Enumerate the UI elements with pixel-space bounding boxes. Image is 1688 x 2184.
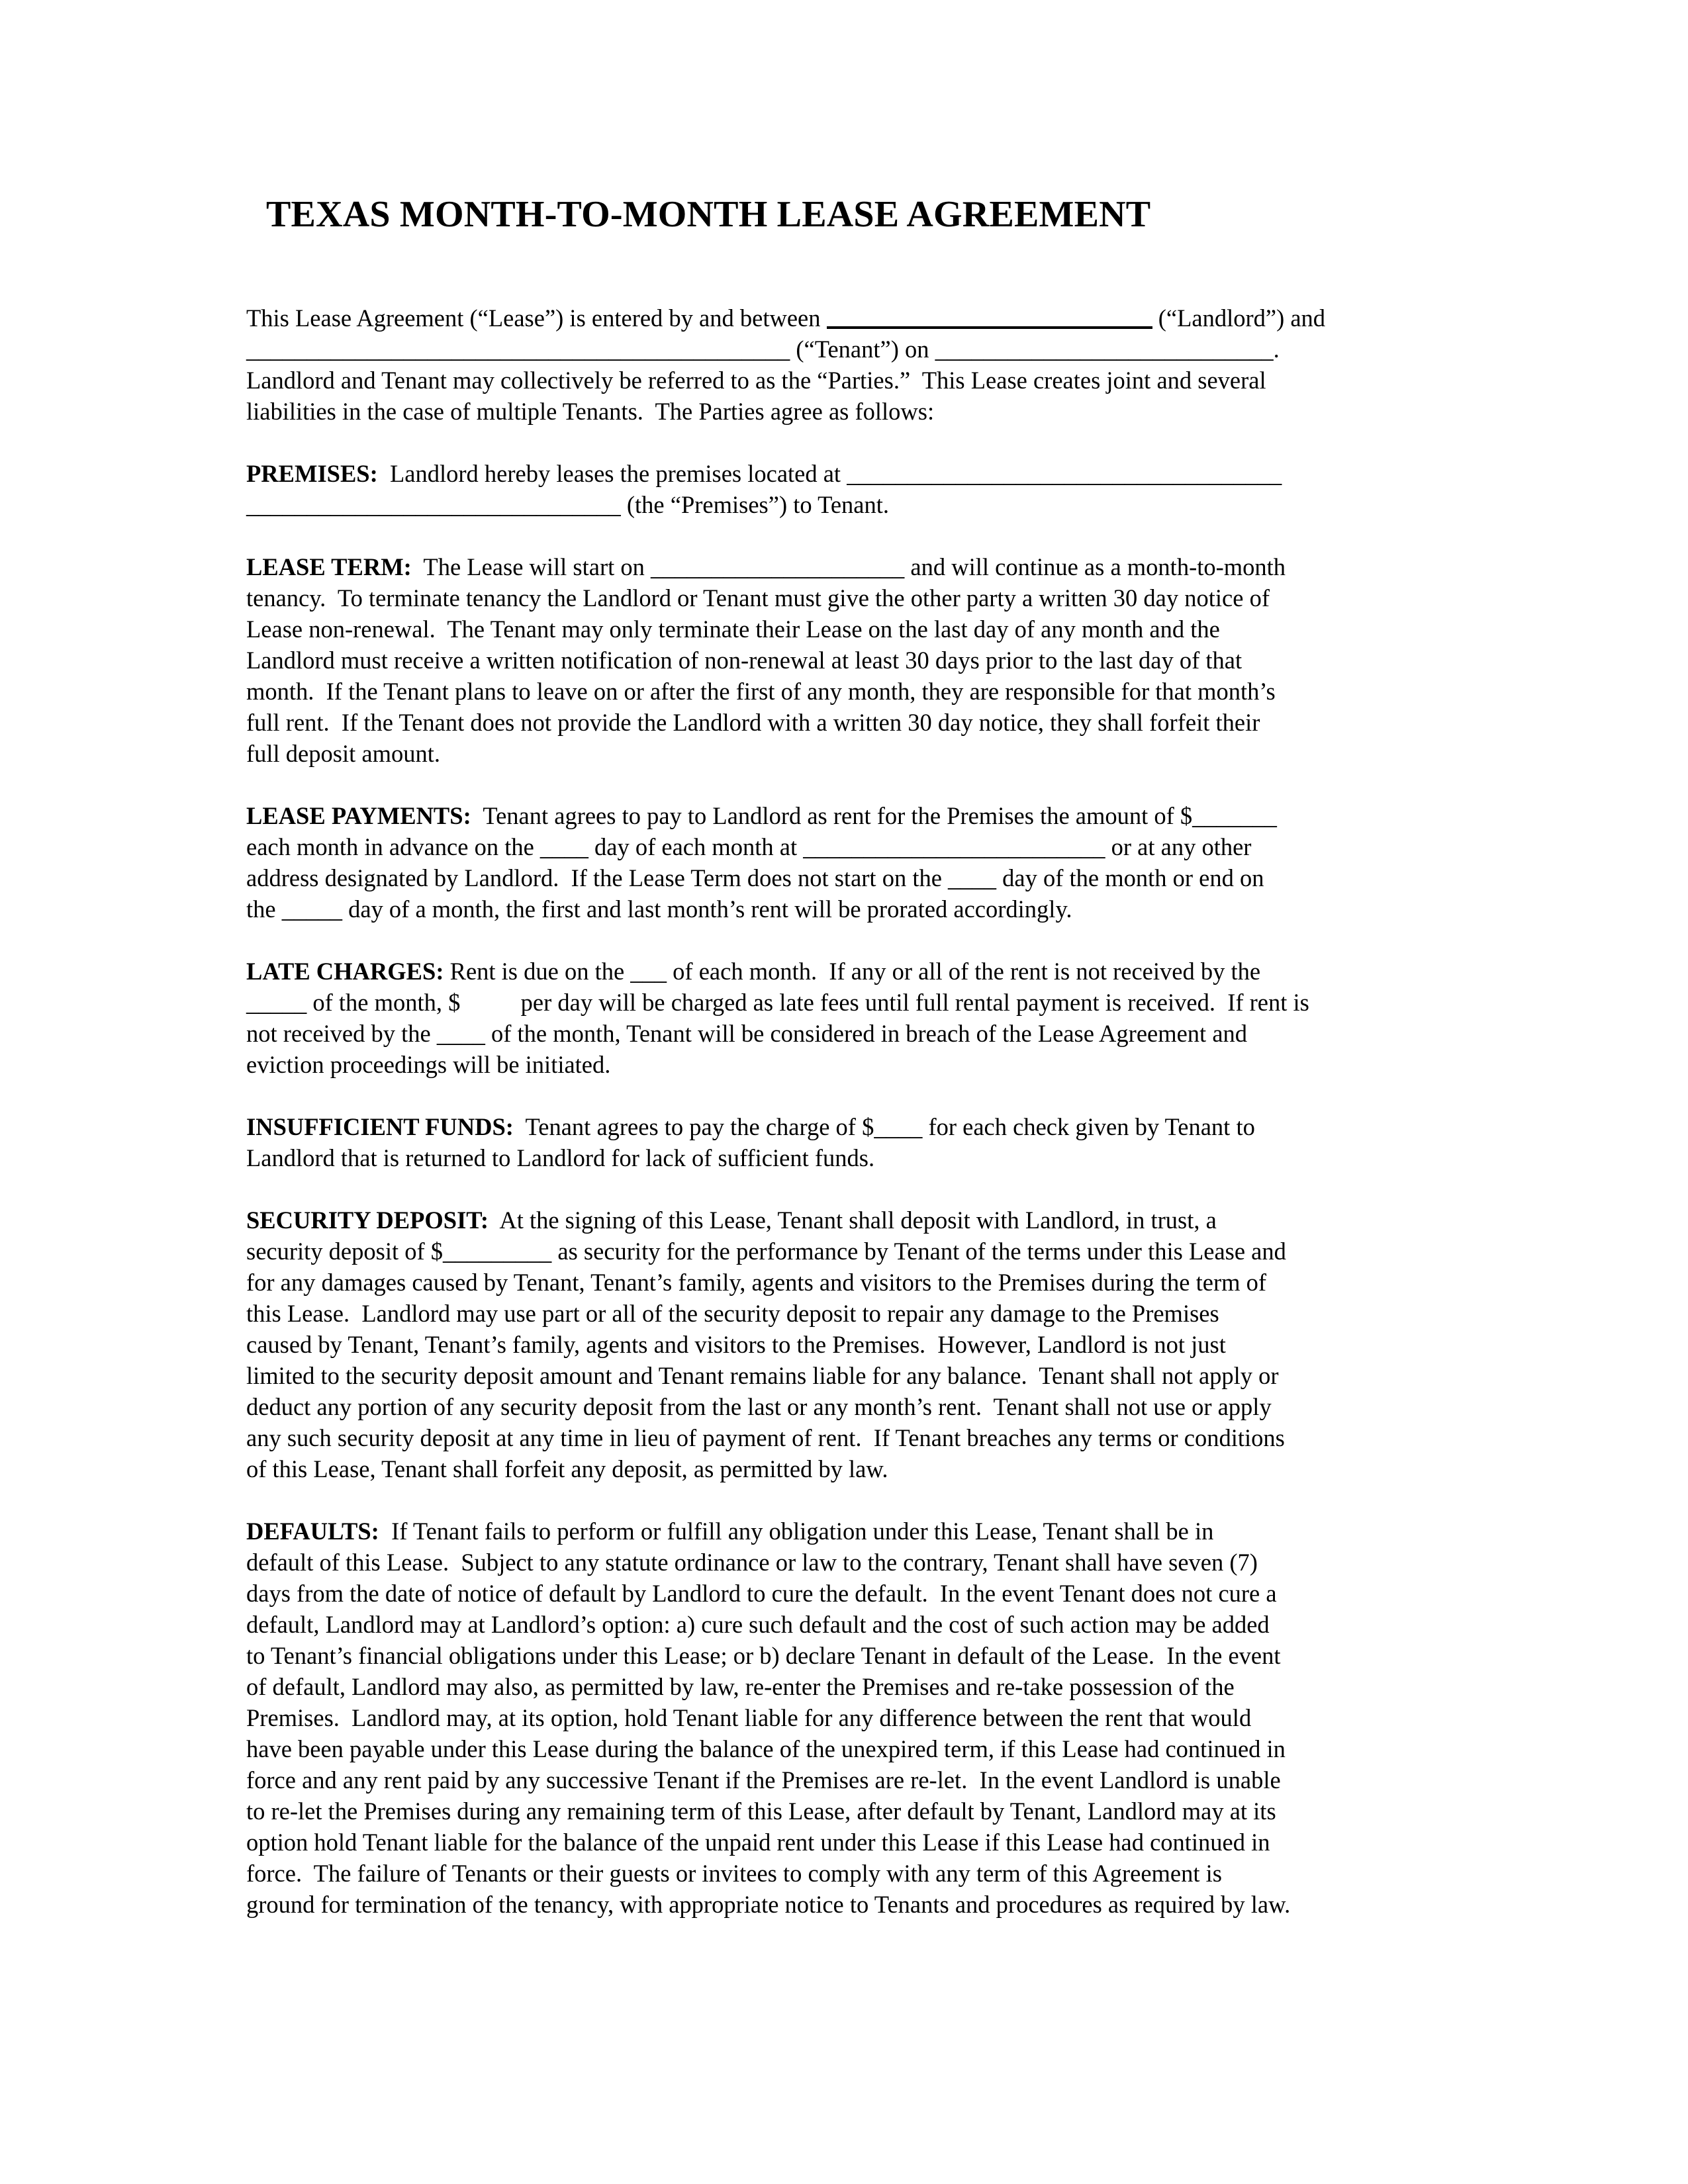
lease-term-heading: LEASE TERM: [246, 553, 412, 580]
insufficient-funds-line-2: Landlord that is returned to Landlord for lack of sufficient funds. [246, 1144, 875, 1171]
defaults-line-9: force and any rent paid by any successive Tenant if the Premises are re-let. In the event Landlord is unable [246, 1766, 1281, 1794]
lease-term-line-1 [246, 551, 1286, 582]
defaults-line-8: have been payable under this Lease during the balance of the unexpired term, if this Lease had continued in [246, 1735, 1286, 1762]
security-deposit-line-5: caused by Tenant, Tenant’s family, agents and visitors to the Premises. However, Landlord is not just [246, 1331, 1226, 1358]
defaults-line-2: default of this Lease. Subject to any statute ordinance or law to the contrary, Tenant shall have seven (7) [246, 1549, 1258, 1576]
security-deposit-line-7: deduct any portion of any security deposit from the last or any month’s rent. Tenant shall not use or apply [246, 1393, 1272, 1420]
lease-payments-line-2: each month in advance on the ____ day of each month at _________________________ or at any other [246, 833, 1252, 860]
security-deposit-line-6: limited to the security deposit amount and Tenant remains liable for any balance. Tenant shall not apply or [246, 1362, 1279, 1389]
security-deposit-line-4: this Lease. Landlord may use part or all of the security deposit to repair any damage to the Premises [246, 1300, 1219, 1327]
late-charges-line-2: _____ of the month, $ per day will be charged as late fees until full rental payment is received. If rent is [246, 989, 1309, 1016]
late-charges-heading: LATE CHARGES: [246, 958, 444, 985]
intro-line-1 [246, 302, 1325, 334]
document-title: TEXAS MONTH-TO-MONTH LEASE AGREEMENT [266, 194, 1151, 235]
lease-payments-heading: LEASE PAYMENTS: [246, 802, 471, 829]
premises-line-1 [246, 458, 1282, 489]
lease-term-line-5: month. If the Tenant plans to leave on or after the first of any month, they are responsible for that month’s [246, 678, 1276, 705]
defaults-line-10: to re-let the Premises during any remaining term of this Lease, after default by Tenant, Landlord may at its [246, 1797, 1276, 1825]
defaults-line-3: days from the date of notice of default by Landlord to cure the default. In the event Tenant does not cure a [246, 1580, 1277, 1607]
defaults-line-11: option hold Tenant liable for the balance of the unpaid rent under this Lease if this Lease had continued in [246, 1829, 1270, 1856]
defaults-line-7: Premises. Landlord may, at its option, hold Tenant liable for any difference between the rent that would [246, 1704, 1252, 1731]
defaults-line-12: force. The failure of Tenants or their guests or invitees to comply with any term of this Agreement is [246, 1860, 1222, 1887]
intro-line-4: liabilities in the case of multiple Tenants. The Parties agree as follows: [246, 398, 935, 425]
defaults-line-1-text: If Tenant fails to perform or fulfill any obligation under this Lease, Tenant shall be in [379, 1518, 1214, 1545]
defaults-line-1 [246, 1516, 1213, 1547]
security-deposit-line-8: any such security deposit at any time in lieu of payment of rent. If Tenant breaches any terms or conditions [246, 1424, 1285, 1451]
intro-line-1-post: (“Landlord”) and [1152, 304, 1326, 332]
defaults-line-5: to Tenant’s financial obligations under this Lease; or b) declare Tenant in default of the Lease. In the event [246, 1642, 1281, 1669]
security-deposit-line-9: of this Lease, Tenant shall forfeit any deposit, as permitted by law. [246, 1455, 888, 1482]
landlord-name-blank[interactable] [827, 326, 1152, 329]
security-deposit-line-3: for any damages caused by Tenant, Tenant’s family, agents and visitors to the Premises during the term of [246, 1269, 1267, 1296]
lease-payments-line-1 [246, 800, 1277, 831]
late-charges-line-1 [246, 956, 1260, 987]
defaults-line-13: ground for termination of the tenancy, with appropriate notice to Tenants and procedures as required by law. [246, 1891, 1291, 1918]
late-charges-line-4: eviction proceedings will be initiated. [246, 1051, 611, 1078]
lease-term-line-6: full rent. If the Tenant does not provide the Landlord with a written 30 day notice, they shall forfeit their [246, 709, 1260, 736]
lease-term-line-4: Landlord must receive a written notification of non-renewal at least 30 days prior to the last day of that [246, 647, 1243, 674]
security-deposit-line-1 [246, 1205, 1217, 1236]
lease-term-line-2: tenancy. To terminate tenancy the Landlord or Tenant must give the other party a written 30 day notice of [246, 584, 1270, 612]
lease-payments-line-3: address designated by Landlord. If the Lease Term does not start on the ____ day of the month or end on [246, 864, 1264, 891]
insufficient-funds-heading: INSUFFICIENT FUNDS: [246, 1113, 514, 1140]
intro-line-3: Landlord and Tenant may collectively be referred to as the “Parties.” This Lease creates joint and several [246, 367, 1266, 394]
premises-line-2: _______________________________ (the “Premises”) to Tenant. [246, 491, 889, 518]
security-deposit-line-1-text: At the signing of this Lease, Tenant shall deposit with Landlord, in trust, a [489, 1206, 1217, 1234]
lease-term-line-7: full deposit amount. [246, 740, 440, 767]
defaults-line-4: default, Landlord may at Landlord’s option: a) cure such default and the cost of such action may be added [246, 1611, 1270, 1638]
intro-line-1-pre: This Lease Agreement (“Lease”) is entered by and between [246, 304, 827, 332]
lease-term-line-1-text: The Lease will start on _____________________ and will continue as a month-to-month [411, 553, 1286, 580]
late-charges-line-1-text: Rent is due on the ___ of each month. If any or all of the rent is not received by the [444, 958, 1261, 985]
defaults-line-6: of default, Landlord may also, as permitted by law, re-enter the Premises and re-take possession of the [246, 1673, 1235, 1700]
lease-payments-line-4: the _____ day of a month, the first and last month’s rent will be prorated accordingly. [246, 895, 1072, 923]
security-deposit-heading: SECURITY DEPOSIT: [246, 1206, 489, 1234]
premises-heading: PREMISES: [246, 460, 378, 487]
insufficient-funds-line-1-text: Tenant agrees to pay the charge of $____ for each check given by Tenant to [513, 1113, 1255, 1140]
lease-term-line-3: Lease non-renewal. The Tenant may only terminate their Lease on the last day of any month and the [246, 615, 1220, 643]
insufficient-funds-line-1 [246, 1111, 1255, 1142]
intro-line-2: _____________________________________________ (“Tenant”) on ____________________________. [246, 336, 1280, 363]
late-charges-line-3: not received by the ____ of the month, Tenant will be considered in breach of the Lease Agreement and [246, 1020, 1248, 1047]
lease-payments-line-1-text: Tenant agrees to pay to Landlord as rent for the Premises the amount of $_______ [471, 802, 1277, 829]
defaults-heading: DEFAULTS: [246, 1518, 379, 1545]
security-deposit-line-2: security deposit of $_________ as security for the performance by Tenant of the terms under this Lease and [246, 1238, 1286, 1265]
premises-line-1-text: Landlord hereby leases the premises located at ____________________________________ [377, 460, 1282, 487]
